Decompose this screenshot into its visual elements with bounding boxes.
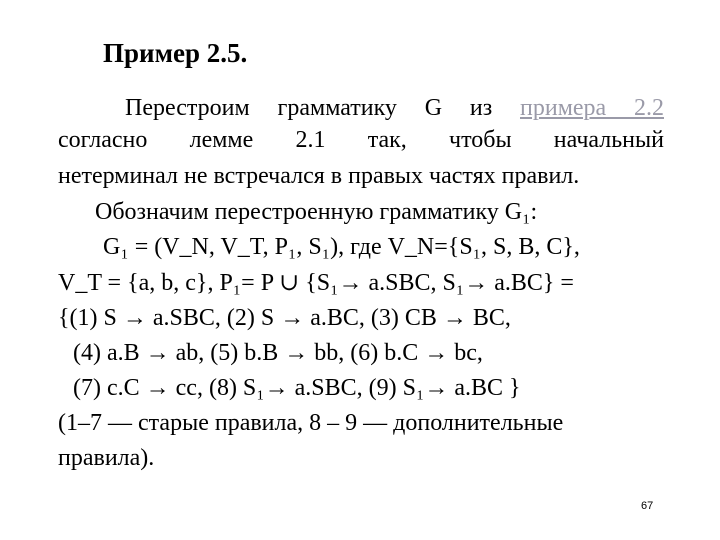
text-line-11: правила). [58,445,155,471]
text-line-9: (7) c.C → cc, (8) S₁→ a.SBC, (9) S₁→ a.BC } [73,375,521,401]
page-number: 67 [641,500,654,512]
example-link[interactable]: примера 2.2 [520,95,664,121]
text-line-6: V_T = {a, b, c}, P₁= P ∪ {S₁→ a.SBC, S₁→ a.BC} = [58,270,574,296]
text-line-2: согласно лемме 2.1 так, чтобы начальный [58,127,664,153]
text-line-1 [125,93,664,123]
slide-title: Пример 2.5. [103,38,248,68]
text-line-7: {(1) S → a.SBC, (2) S → a.BC, (3) CB → BC, [58,305,511,331]
text-line-3: нетерминал не встречался в правых частях правил. [58,163,580,189]
text-line-1-body: Перестроим грамматику G из [125,95,520,121]
text-line-5: G₁ = (V_N, V_T, P₁, S₁), где V_N={S₁, S, B, C}, [103,234,580,260]
text-line-4: Обозначим перестроенную грамматику G₁: [95,199,538,225]
text-line-8: (4) a.B → ab, (5) b.B → bb, (6) b.C → bc, [73,340,483,366]
text-line-10: (1–7 — старые правила, 8 – 9 — дополнительные [58,410,564,436]
